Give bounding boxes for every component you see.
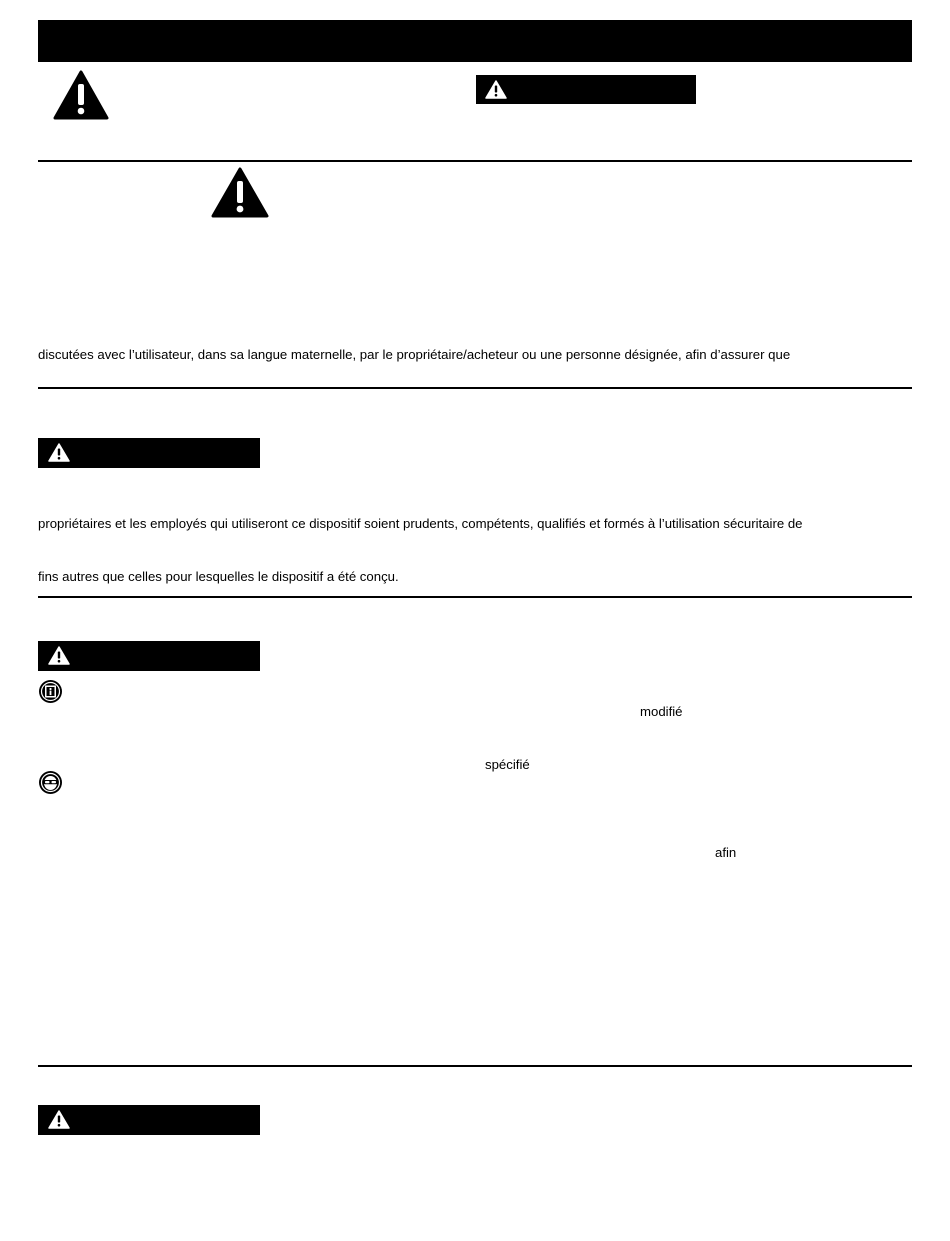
section-divider (38, 1065, 912, 1067)
warning-triangle-icon (48, 646, 70, 665)
header-bar (38, 20, 912, 62)
warning-banner (38, 438, 260, 468)
read-manual-icon (38, 679, 63, 704)
section-divider (38, 387, 912, 389)
inline-word: spécifié (485, 757, 530, 772)
paragraph-line: discutées avec l’utilisateur, dans sa langue maternelle, par le propriétaire/acheteur ou une personne désignée, afin d’assurer que (38, 347, 791, 362)
warning-triangle-icon (211, 167, 269, 218)
inline-word: afin (715, 845, 737, 860)
warning-banner (38, 641, 260, 671)
warning-triangle-icon (48, 443, 70, 462)
warning-banner (38, 1105, 260, 1135)
warning-triangle-icon (485, 80, 507, 99)
warning-triangle-icon (53, 70, 109, 120)
warning-triangle-icon (48, 1110, 70, 1129)
paragraph-line: fins autres que celles pour lesquelles le dispositif a été conçu. (38, 569, 399, 584)
section-divider (38, 596, 912, 598)
eye-protection-icon (38, 770, 63, 795)
section-divider (38, 160, 912, 162)
paragraph-line: propriétaires et les employés qui utiliseront ce dispositif soient prudents, compétents, qualifiés et formés à l’utilisation sécuritaire de (38, 516, 803, 531)
inline-word: modifié (640, 704, 683, 719)
warning-banner (476, 75, 696, 104)
